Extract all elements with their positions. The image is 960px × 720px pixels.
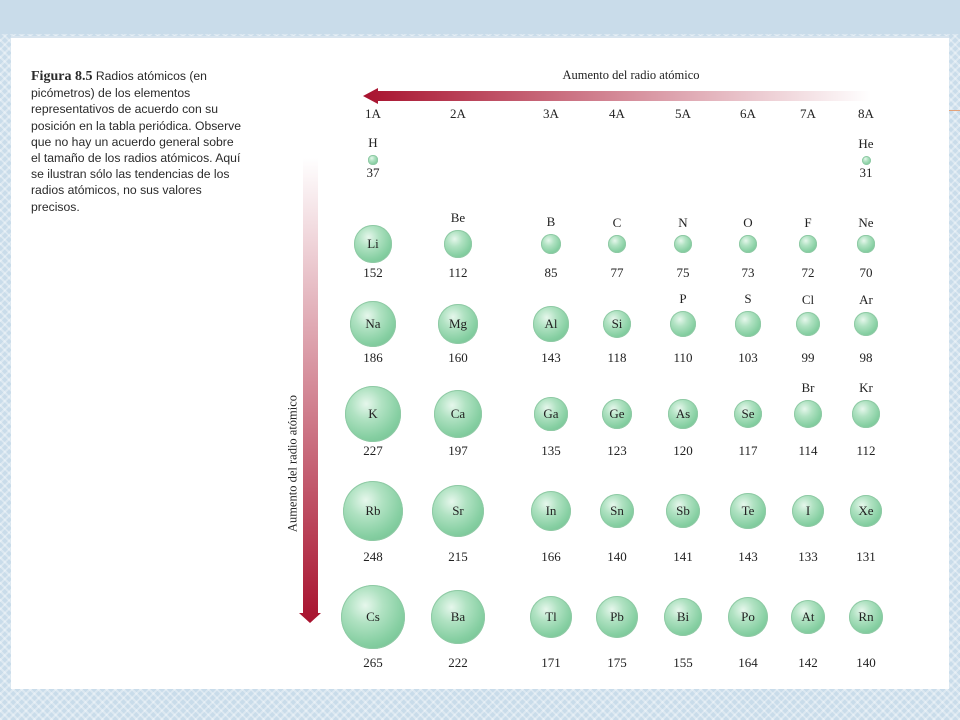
atom-symbol-h: H [368, 135, 378, 151]
atom-radius-sn: 140 [607, 549, 627, 564]
atom-sphere-si: Si [603, 310, 632, 339]
atom-radius-cs: 265 [363, 655, 383, 670]
atom-sphere-s [735, 311, 760, 336]
atom-sphere-rn: Rn [849, 600, 883, 634]
atom-sphere-ge: Ge [602, 399, 632, 429]
atom-symbol-br: Br [801, 380, 815, 396]
atom-symbol-ne: Ne [858, 215, 874, 231]
atom-sphere-ga: Ga [534, 397, 567, 430]
atom-radius-b: 85 [544, 265, 558, 280]
atom-radius-ne: 70 [859, 265, 873, 280]
atom-radius-f: 72 [801, 265, 815, 280]
atom-symbol-ar: Ar [859, 291, 873, 307]
caption-text: Radios atómicos (en picómetros) de los elementos representativos de acuerdo con su posición en la tabla periódica. Observe que no hay un acuerdo general sobre el tamaño de los radios atómicos. Aquí se ilustran sólo las tendencias de los radios atómicos, no sus valores precisos. [31, 69, 242, 214]
atom-radius-al: 143 [541, 350, 561, 365]
atom-radius-br: 114 [798, 443, 818, 458]
atom-sphere-k: K [345, 386, 401, 442]
atom-symbol-f: F [804, 215, 812, 231]
atom-sphere-sn: Sn [600, 494, 634, 528]
vertical-arrow [299, 158, 321, 623]
atom-radius-tl: 171 [541, 655, 561, 670]
atom-radius-rn: 140 [856, 655, 876, 670]
atom-radius-ba: 222 [448, 655, 468, 670]
atom-radius-ge: 123 [607, 443, 627, 458]
horizontal-arrow-label: Aumento del radio atómico [562, 68, 700, 82]
atom-symbol-p: P [679, 290, 687, 306]
atom-sphere-at: At [791, 600, 826, 635]
group-label-3a: 3A [543, 106, 559, 121]
atom-sphere-ar [854, 312, 878, 336]
group-label-6a: 6A [740, 106, 756, 121]
atom-sphere-tl: Tl [530, 596, 572, 638]
atom-sphere-as: As [668, 399, 697, 428]
atom-radius-rb: 248 [363, 549, 383, 564]
atom-sphere-rb: Rb [343, 481, 404, 542]
group-label-5a: 5A [675, 106, 691, 121]
atom-radius-mg: 160 [448, 350, 468, 365]
atom-sphere-se: Se [734, 400, 763, 429]
atom-radius-be: 112 [448, 265, 468, 280]
decorative-rule [949, 110, 960, 111]
group-label-7a: 7A [800, 106, 816, 121]
group-label-1a: 1A [365, 106, 381, 121]
atom-sphere-al: Al [533, 306, 568, 341]
atom-sphere-sb: Sb [666, 494, 701, 529]
atom-sphere-mg: Mg [438, 304, 477, 343]
atom-radius-i: 133 [798, 549, 818, 564]
atom-radius-k: 227 [363, 443, 383, 458]
atom-radius-o: 73 [741, 265, 755, 280]
figure-label: Figura 8.5 [31, 69, 93, 84]
atom-radius-po: 164 [738, 655, 758, 670]
atom-radius-bi: 155 [673, 655, 693, 670]
atom-symbol-kr: Kr [859, 380, 873, 396]
atom-sphere-na: Na [350, 301, 396, 347]
atom-sphere-in: In [531, 491, 572, 532]
atom-radius-si: 118 [607, 350, 627, 365]
slide-top-band [0, 0, 960, 34]
vertical-arrow-label: Aumento del radio atómico [285, 394, 300, 533]
atom-sphere-ne [857, 235, 874, 252]
atom-sphere-be [444, 230, 471, 257]
atom-symbol-cl: Cl [801, 291, 815, 307]
atom-symbol-b: B [546, 213, 556, 229]
atom-sphere-br [794, 400, 822, 428]
atom-symbol-be: Be [450, 210, 466, 226]
atom-radius-he: 31 [859, 165, 873, 180]
atom-sphere-kr [852, 400, 879, 427]
atom-sphere-xe: Xe [850, 495, 882, 527]
atom-sphere-i: I [792, 495, 825, 528]
atom-radius-se: 117 [738, 443, 758, 458]
atom-radius-kr: 112 [856, 443, 876, 458]
atom-symbol-s: S [744, 291, 752, 307]
atom-radius-sb: 141 [673, 549, 693, 564]
atom-radius-c: 77 [610, 265, 624, 280]
atom-sphere-sr: Sr [432, 485, 485, 538]
atom-radius-pb: 175 [607, 655, 627, 670]
atom-sphere-bi: Bi [664, 598, 702, 636]
atom-sphere-h [368, 155, 377, 164]
atom-radius-as: 120 [673, 443, 693, 458]
atom-radius-ca: 197 [448, 443, 468, 458]
atom-radius-te: 143 [738, 549, 758, 564]
atom-radius-xe: 131 [856, 549, 876, 564]
atom-symbol-he: He [858, 135, 874, 151]
atom-sphere-f [799, 235, 817, 253]
atom-radius-h: 37 [366, 165, 380, 180]
atom-radius-in: 166 [541, 549, 561, 564]
atom-sphere-o [739, 235, 757, 253]
figure-panel [11, 36, 949, 689]
atom-symbol-n: N [678, 214, 688, 230]
horizontal-arrow [363, 88, 871, 104]
atom-symbol-c: C [612, 214, 622, 230]
atom-radius-ar: 98 [859, 350, 873, 365]
atom-radius-li: 152 [363, 265, 383, 280]
atom-radius-at: 142 [798, 655, 818, 670]
atom-radius-n: 75 [676, 265, 690, 280]
group-label-8a: 8A [858, 106, 874, 121]
atom-sphere-li: Li [354, 225, 391, 262]
atom-sphere-cs: Cs [341, 585, 406, 650]
atom-radius-p: 110 [673, 350, 693, 365]
atom-radius-cl: 99 [801, 350, 815, 365]
atom-sphere-ca: Ca [434, 390, 482, 438]
group-label-4a: 4A [609, 106, 625, 121]
atom-sphere-he [862, 156, 871, 165]
atom-radius-sr: 215 [448, 549, 468, 564]
atom-sphere-te: Te [730, 493, 765, 528]
atom-sphere-po: Po [728, 597, 768, 637]
atom-sphere-pb: Pb [596, 596, 639, 639]
atom-sphere-ba: Ba [431, 590, 485, 644]
group-label-2a: 2A [450, 106, 466, 121]
atom-symbol-o: O [743, 215, 753, 231]
atom-radius-na: 186 [363, 350, 383, 365]
atom-radius-ga: 135 [541, 443, 561, 458]
atom-sphere-cl [796, 312, 820, 336]
atom-radius-s: 103 [738, 350, 758, 365]
